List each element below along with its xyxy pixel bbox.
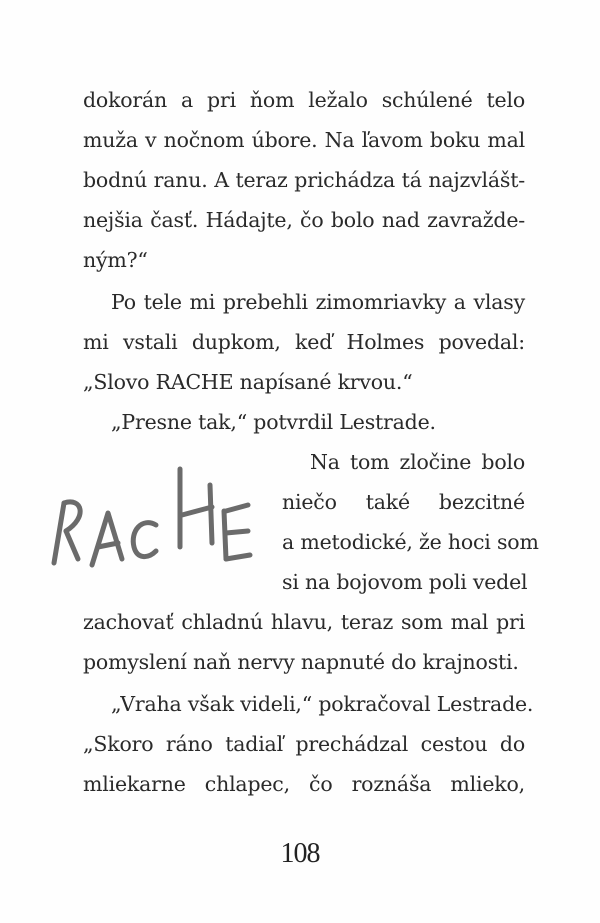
text-line: muža v nočnom úbore. Na ľavom boku mal: [83, 128, 525, 152]
text-line: si na bojovom poli vedel: [282, 570, 528, 594]
text-line: zachovať chladnú hlavu, teraz som mal pri: [83, 610, 525, 634]
text-line: nejšia časť. Hádajte, čo bolo nad zavražde-: [83, 208, 525, 232]
text-line: a metodické, že hoci som: [282, 530, 539, 554]
paragraph-start-line: „Presne tak,“ potvrdil Lestrade.: [111, 410, 436, 434]
text-line: „Skoro ráno tadiaľ prechádzal cestou do: [83, 732, 525, 756]
text-line: bodnú ranu. A teraz prichádza tá najzvlášt-: [83, 168, 525, 192]
text-line: niečo také bezcitné: [282, 490, 525, 514]
text-line: „Slovo RACHE napísané krvou.“: [83, 370, 413, 394]
page-number: 108: [280, 838, 320, 869]
text-line: pomyslení naň nervy napnuté do krajnosti.: [83, 650, 519, 674]
text-line: ným?“: [83, 248, 148, 272]
paragraph-start-line: Na tom zločine bolo: [310, 450, 525, 474]
text-line: mliekarne chlapec, čo roznáša mlieko,: [83, 772, 525, 796]
rache-scrawl-illustration: [42, 455, 257, 575]
text-line: dokorán a pri ňom ležalo schúlené telo: [83, 88, 525, 112]
text-line: mi vstali dupkom, keď Holmes povedal:: [83, 330, 525, 354]
paragraph-start-line: Po tele mi prebehli zimomriavky a vlasy: [111, 290, 525, 314]
paragraph-start-line: „Vraha však videli,“ pokračoval Lestrade.: [111, 692, 534, 716]
